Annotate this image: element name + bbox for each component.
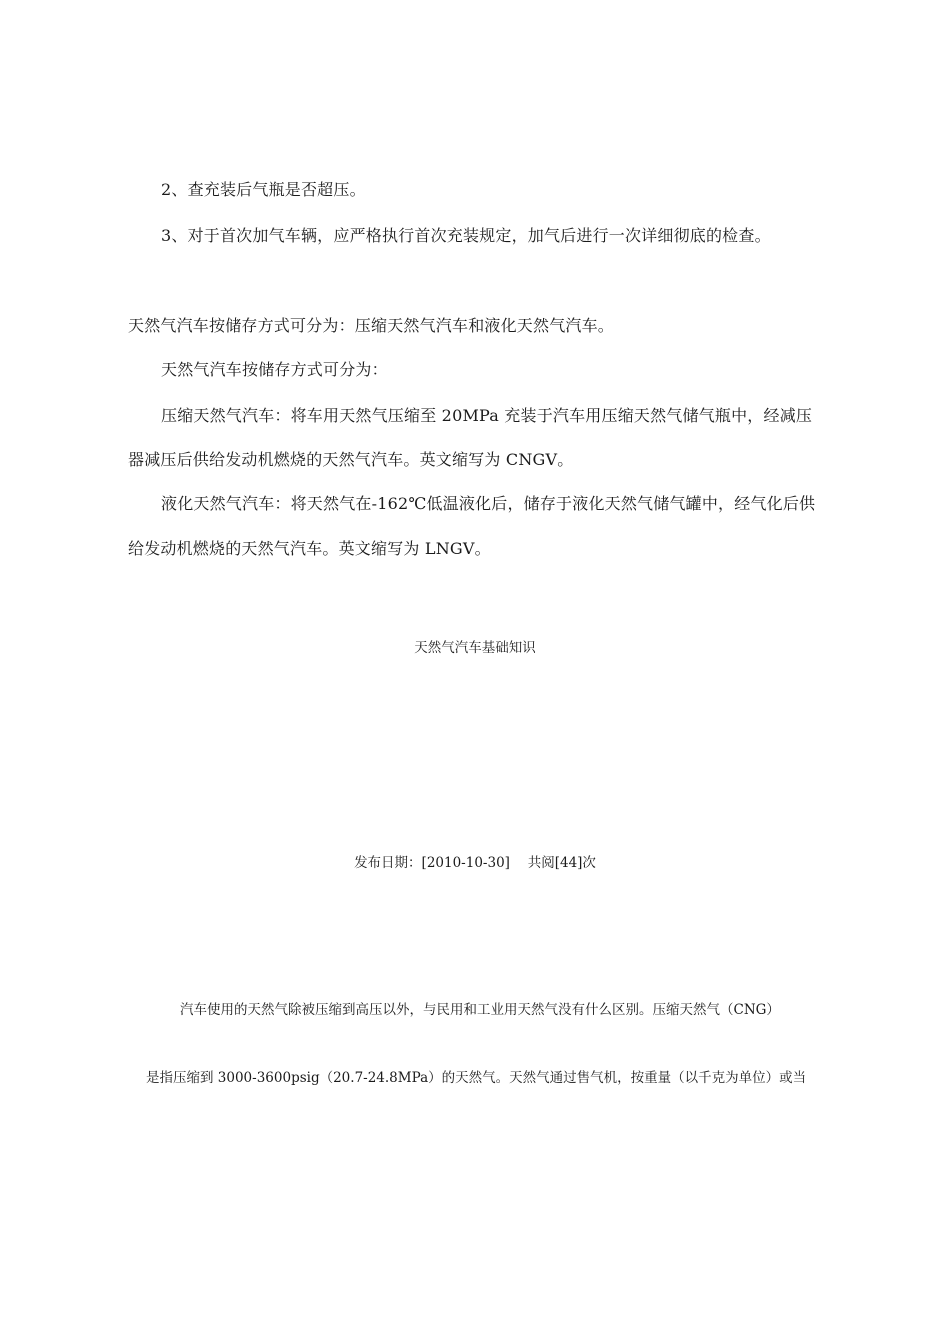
cngv-definition-line1: 压缩天然气汽车：将车用天然气压缩至 20MPa 充装于汽车用压缩天然气储气瓶中，经减压 [161,406,813,425]
article-paragraph-line2: 是指压缩到 3000-3600psig（20.7-24.8MPa）的天然气。天然气通过售气机，按重量（以千克为单位）或当 [146,1070,807,1086]
publish-info: 发布日期：[2010-10-30] 共阅[44]次 [354,855,596,871]
article-paragraph-line1: 汽车使用的天然气除被压缩到高压以外，与民用和工业用天然气没有什么区别。压缩天然气（CNG） [180,1002,780,1018]
check-item-3: 3、对于首次加气车辆，应严格执行首次充装规定，加气后进行一次详细彻底的检查。 [161,226,771,245]
lngv-definition-line2: 给发动机燃烧的天然气汽车。英文缩写为 LNGV。 [128,539,491,558]
cngv-definition-line2: 器减压后供给发动机燃烧的天然气汽车。英文缩写为 CNGV。 [128,450,574,469]
article-title: 天然气汽车基础知识 [414,640,536,656]
storage-intro: 天然气汽车按储存方式可分为： [161,360,388,379]
check-item-2: 2、查充装后气瓶是否超压。 [161,180,366,199]
storage-summary: 天然气汽车按储存方式可分为：压缩天然气汽车和液化天然气汽车。 [128,316,615,335]
lngv-definition-line1: 液化天然气汽车：将天然气在-162℃低温液化后，储存于液化天然气储气罐中，经气化后供 [161,494,816,513]
